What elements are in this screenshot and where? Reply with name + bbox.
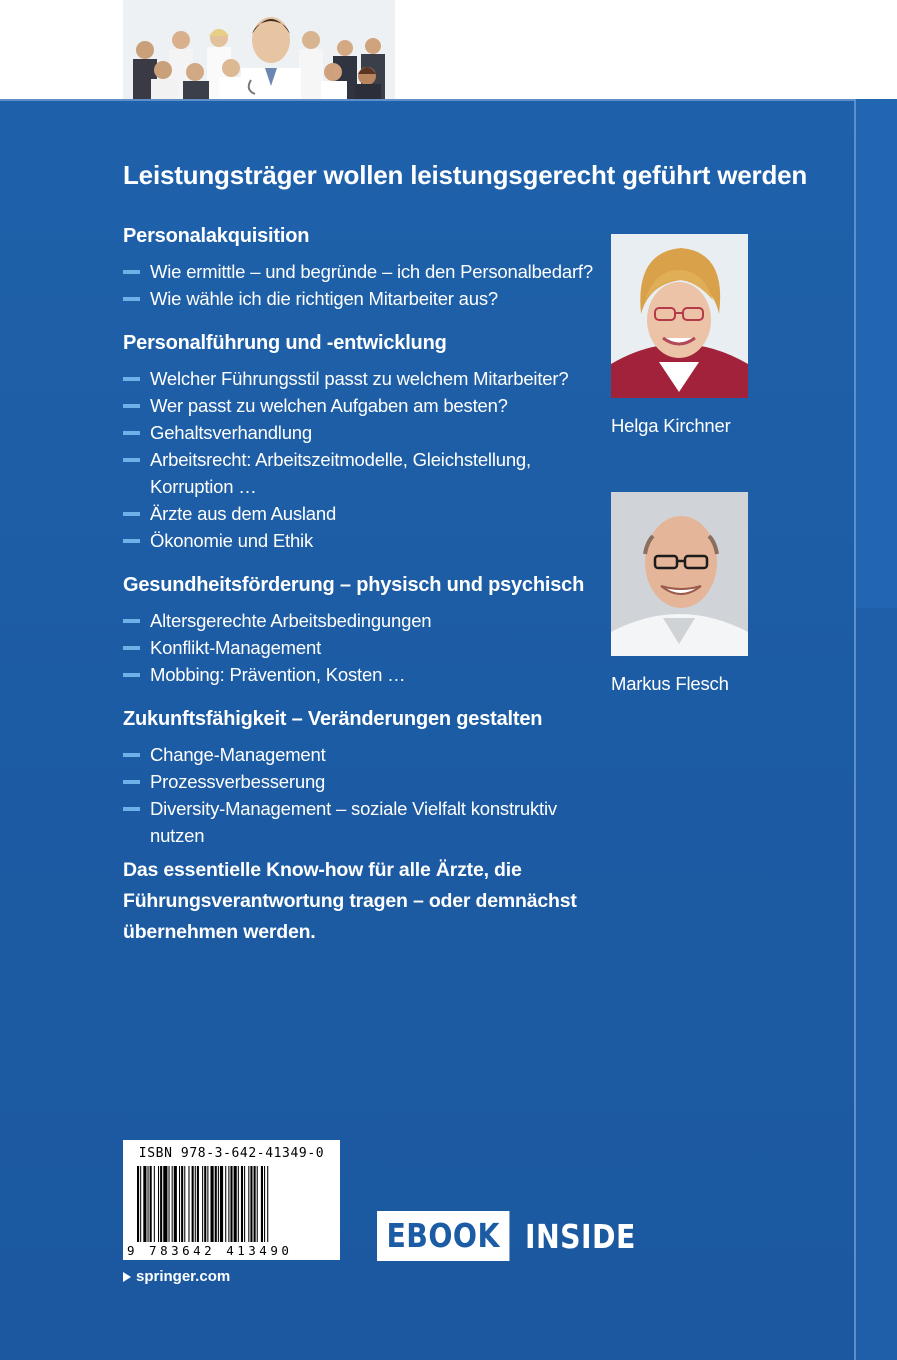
publisher-link-label[interactable]: springer.com [136,1268,231,1285]
bullet-dash-icon [123,780,140,784]
barcode-bar [220,1166,223,1242]
section [123,571,593,688]
frame-line-right [854,99,856,1360]
section-title: Personalführung und -entwicklung [123,332,447,354]
barcode-bar [188,1166,189,1242]
barcode-bar [241,1166,243,1242]
bullet-dash-icon [123,431,140,435]
publisher-link[interactable] [123,1268,230,1285]
section-title: Gesundheitsförderung – physisch und psychisch [123,574,585,596]
list-item-text: Wie wähle ich die richtigen Mitarbeiter aus? [150,288,499,309]
section-title: Zukunftsfähigkeit – Veränderungen gestalten [123,708,543,730]
list-item-text: Mobbing: Prävention, Kosten … [150,664,406,685]
barcode-bar [215,1166,217,1242]
barcode-bar [204,1166,206,1242]
list-item-text: Welcher Führungsstil passt zu welchem Mitarbeiter? [150,368,569,389]
barcode-bar [261,1166,263,1242]
barcode-bar [160,1166,162,1242]
barcode-bar [238,1166,239,1242]
list-item [123,285,593,312]
bullet-dash-icon [123,458,140,462]
barcode-bar [184,1166,185,1242]
list-item-text: Ärzte aus dem Ausland [150,503,337,524]
barcode-bar [158,1166,159,1242]
bullet-dash-icon [123,619,140,623]
bullet-dash-icon [123,646,140,650]
ebook-inside-badge [377,1211,654,1261]
bullet-dash-icon [123,807,140,811]
section-title: Personalakquisition [123,225,310,247]
barcode-bar [174,1166,177,1242]
headline: Leistungsträger wollen leistungsgerecht geführt werden [123,160,808,190]
author-markus-flesch [611,492,748,695]
list-item-text: Prozessverbesserung [150,771,326,792]
barcode-bar [195,1166,196,1242]
barcode-bar [150,1166,152,1242]
barcode-bar [248,1166,249,1242]
closing-line: Führungsverantwortung tragen – oder demnächst [123,890,577,912]
barcode-bar [137,1166,139,1242]
barcode-bar [148,1166,149,1242]
medical-team-photo [123,0,395,99]
bullet-list [123,741,593,849]
barcode-bar [169,1166,170,1242]
bullet-list [123,607,593,688]
bullet-dash-icon [123,404,140,408]
barcode-bar [264,1166,265,1242]
barcode-bar [181,1166,183,1242]
list-item [123,500,593,527]
barcode-bar [225,1166,226,1242]
right-edge-band-lower [856,608,897,1360]
barcode-bar [172,1166,173,1242]
barcode-bar [179,1166,180,1242]
barcode-bars [137,1166,327,1242]
list-item [123,258,593,285]
barcode-bar [257,1166,258,1242]
barcode-bar [143,1166,146,1242]
list-item-text: Change-Management [150,744,326,765]
barcode-bar [267,1166,268,1242]
bullet-list [123,258,593,312]
closing-line: Das essentielle Know-how für alle Ärzte, die [123,859,522,881]
list-item [123,527,593,554]
section [123,329,593,554]
list-item-text: Altersgerechte Arbeitsbedingungen [150,610,432,631]
arrow-right-icon [123,1272,131,1282]
ebook-label: EBOOK [377,1211,509,1261]
list-item-text: Wer passt zu welchen Aufgaben am besten? [150,395,508,416]
closing-statement [123,855,603,948]
barcode-bar [218,1166,219,1242]
barcode-bar [207,1166,208,1242]
list-item [123,661,593,688]
isbn-barcode [123,1140,340,1260]
list-item [123,392,593,419]
barcode-bar [202,1166,203,1242]
inside-label: INSIDE [524,1216,636,1256]
barcode-bar [140,1166,141,1242]
list-item [123,607,593,634]
bullet-list [123,365,593,554]
barcode-bar [244,1166,245,1242]
list-item [123,446,593,500]
list-item-text: Arbeitsrecht: Arbeitszeitmodelle, Gleichstellung, [150,449,531,470]
barcode-bar [228,1166,229,1242]
author-name: Helga Kirchner [611,415,731,436]
section [123,222,593,312]
barcode-bar [234,1166,237,1242]
barcode-bar [250,1166,252,1242]
bullet-dash-icon [123,539,140,543]
barcode-bar [197,1166,199,1242]
list-item [123,634,593,661]
bullet-dash-icon [123,297,140,301]
closing-line: übernehmen werden. [123,921,316,943]
list-item [123,365,593,392]
list-item-text: Korruption … [150,476,257,497]
list-item-text: Ökonomie und Ethik [150,530,313,551]
barcode-bar [163,1166,167,1242]
topic-sections [123,222,593,866]
bullet-dash-icon [123,753,140,757]
list-item-text: Konflikt-Management [150,637,322,658]
barcode-bar [254,1166,256,1242]
section [123,705,593,849]
list-item-text: Gehaltsverhandlung [150,422,312,443]
bullet-dash-icon [123,377,140,381]
list-item [123,419,593,446]
bullet-dash-icon [123,270,140,274]
author-photo-helga-kirchner [611,234,748,398]
list-item [123,768,593,795]
author-photo-markus-flesch [611,492,748,656]
bullet-dash-icon [123,512,140,516]
list-item-text: Diversity-Management – soziale Vielfalt konstruktiv [150,798,557,819]
barcode-bar [230,1166,232,1242]
ean-digits: 9 783642 413490 [127,1243,293,1258]
list-item [123,795,593,849]
frame-line-top [0,99,856,101]
barcode-bar [211,1166,214,1242]
isbn-number: ISBN 978-3-642-41349-0 [138,1146,325,1161]
barcode-bar [154,1166,155,1242]
bullet-dash-icon [123,673,140,677]
author-name: Markus Flesch [611,673,729,694]
author-helga-kirchner [611,234,748,437]
barcode-bar [192,1166,194,1242]
list-item-text: nutzen [150,825,205,846]
list-item-text: Wie ermittle – und begründe – ich den Personalbedarf? [150,261,593,282]
list-item [123,741,593,768]
